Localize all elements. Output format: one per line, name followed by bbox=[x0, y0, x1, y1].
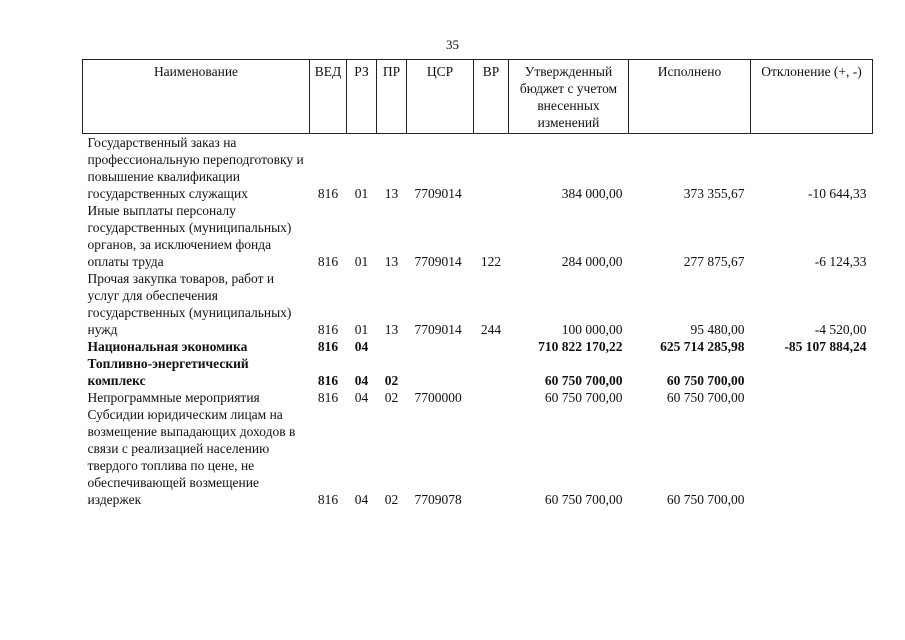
cell-approved: 284 000,00 bbox=[561, 254, 623, 269]
cell-approved: 384 000,00 bbox=[561, 186, 623, 201]
cell-executed: 373 355,67 bbox=[683, 186, 745, 201]
cell-ved: 816 bbox=[317, 339, 339, 354]
header-deviation: Отклонение (+, -) bbox=[751, 60, 873, 134]
header-name: Наименование bbox=[83, 60, 310, 134]
cell-name: Непрограммные мероприятия bbox=[87, 390, 260, 405]
header-pr: ПР bbox=[377, 60, 407, 134]
cell-ved: 816 bbox=[317, 254, 339, 269]
cell-executed: 95 480,00 bbox=[690, 322, 745, 337]
cell-name: Топливно-энергетический комплекс bbox=[87, 356, 249, 388]
cell-ved: 816 bbox=[317, 390, 339, 405]
cell-approved: 710 822 170,22 bbox=[538, 339, 623, 354]
cell-deviation bbox=[751, 355, 873, 389]
cell-executed: 625 714 285,98 bbox=[660, 339, 745, 354]
budget-table bbox=[82, 59, 873, 508]
cell-executed: 60 750 700,00 bbox=[666, 390, 745, 405]
cell-deviation: -10 644,33 bbox=[808, 186, 867, 201]
cell-csr bbox=[407, 338, 474, 355]
cell-rz: 04 bbox=[354, 492, 369, 507]
cell-name: Субсидии юридическим лицам на возмещение выпадающих доходов в связи с реализацией населению твердого топлива по цене, не обеспечивающей возмещение издержек bbox=[87, 407, 296, 507]
cell-ved: 816 bbox=[317, 322, 339, 337]
header-executed: Исполнено bbox=[629, 60, 751, 134]
cell-approved: 60 750 700,00 bbox=[544, 373, 623, 388]
cell-pr: 13 bbox=[384, 322, 399, 337]
cell-rz: 01 bbox=[354, 254, 369, 269]
cell-deviation bbox=[751, 406, 873, 508]
cell-executed: 277 875,67 bbox=[683, 254, 745, 269]
cell-rz: 01 bbox=[354, 186, 369, 201]
cell-approved: 60 750 700,00 bbox=[544, 390, 623, 405]
cell-rz: 04 bbox=[354, 339, 369, 354]
cell-pr: 13 bbox=[384, 186, 399, 201]
table-row bbox=[83, 355, 873, 389]
cell-deviation: -6 124,33 bbox=[814, 254, 867, 269]
cell-name: Иные выплаты персоналу государственных (муниципальных) органов, за исключением фонда оплаты труда bbox=[87, 203, 292, 269]
page-number: 35 bbox=[446, 37, 459, 52]
header-vr: ВР bbox=[474, 60, 509, 134]
cell-ved: 816 bbox=[317, 492, 339, 507]
cell-csr: 7709078 bbox=[414, 492, 462, 507]
cell-csr bbox=[407, 355, 474, 389]
cell-csr: 7700000 bbox=[414, 390, 462, 405]
cell-vr: 122 bbox=[480, 254, 502, 269]
header-approved: Утвержденный бюджет с учетом внесенных изменений bbox=[509, 60, 629, 134]
cell-csr: 7709014 bbox=[414, 186, 462, 201]
cell-pr bbox=[377, 338, 407, 355]
cell-pr: 13 bbox=[384, 254, 399, 269]
cell-rz: 04 bbox=[354, 373, 369, 388]
cell-deviation: -85 107 884,24 bbox=[784, 339, 867, 354]
cell-executed: 60 750 700,00 bbox=[666, 492, 745, 507]
cell-ved: 816 bbox=[317, 373, 339, 388]
cell-rz: 01 bbox=[354, 322, 369, 337]
cell-pr: 02 bbox=[384, 390, 399, 405]
cell-vr bbox=[474, 406, 509, 508]
cell-deviation bbox=[751, 389, 873, 406]
table-row bbox=[83, 134, 873, 203]
cell-deviation: -4 520,00 bbox=[814, 322, 867, 337]
cell-vr bbox=[474, 355, 509, 389]
cell-vr bbox=[474, 389, 509, 406]
cell-pr: 02 bbox=[384, 492, 399, 507]
cell-name: Государственный заказ на профессиональную переподготовку и повышение квалификации государственных служащих bbox=[87, 135, 304, 201]
cell-name: Национальная экономика bbox=[87, 339, 248, 354]
cell-rz: 04 bbox=[354, 390, 369, 405]
cell-name: Прочая закупка товаров, работ и услуг для обеспечения государственных (муниципальных) нужд bbox=[87, 271, 292, 337]
cell-vr bbox=[474, 338, 509, 355]
header-ved: ВЕД bbox=[310, 60, 347, 134]
table-row bbox=[83, 389, 873, 406]
table-row bbox=[83, 406, 873, 508]
cell-executed: 60 750 700,00 bbox=[666, 373, 745, 388]
table-row bbox=[83, 202, 873, 270]
table-body bbox=[83, 134, 873, 509]
table-row bbox=[83, 270, 873, 338]
cell-approved: 60 750 700,00 bbox=[544, 492, 623, 507]
cell-vr bbox=[474, 134, 509, 203]
header-rz: РЗ bbox=[347, 60, 377, 134]
cell-approved: 100 000,00 bbox=[561, 322, 623, 337]
cell-vr: 244 bbox=[480, 322, 502, 337]
table-row bbox=[83, 338, 873, 355]
table-header-row bbox=[83, 60, 873, 134]
cell-csr: 7709014 bbox=[414, 322, 462, 337]
cell-pr: 02 bbox=[384, 373, 399, 388]
cell-ved: 816 bbox=[317, 186, 339, 201]
header-csr: ЦСР bbox=[407, 60, 474, 134]
cell-csr: 7709014 bbox=[414, 254, 462, 269]
